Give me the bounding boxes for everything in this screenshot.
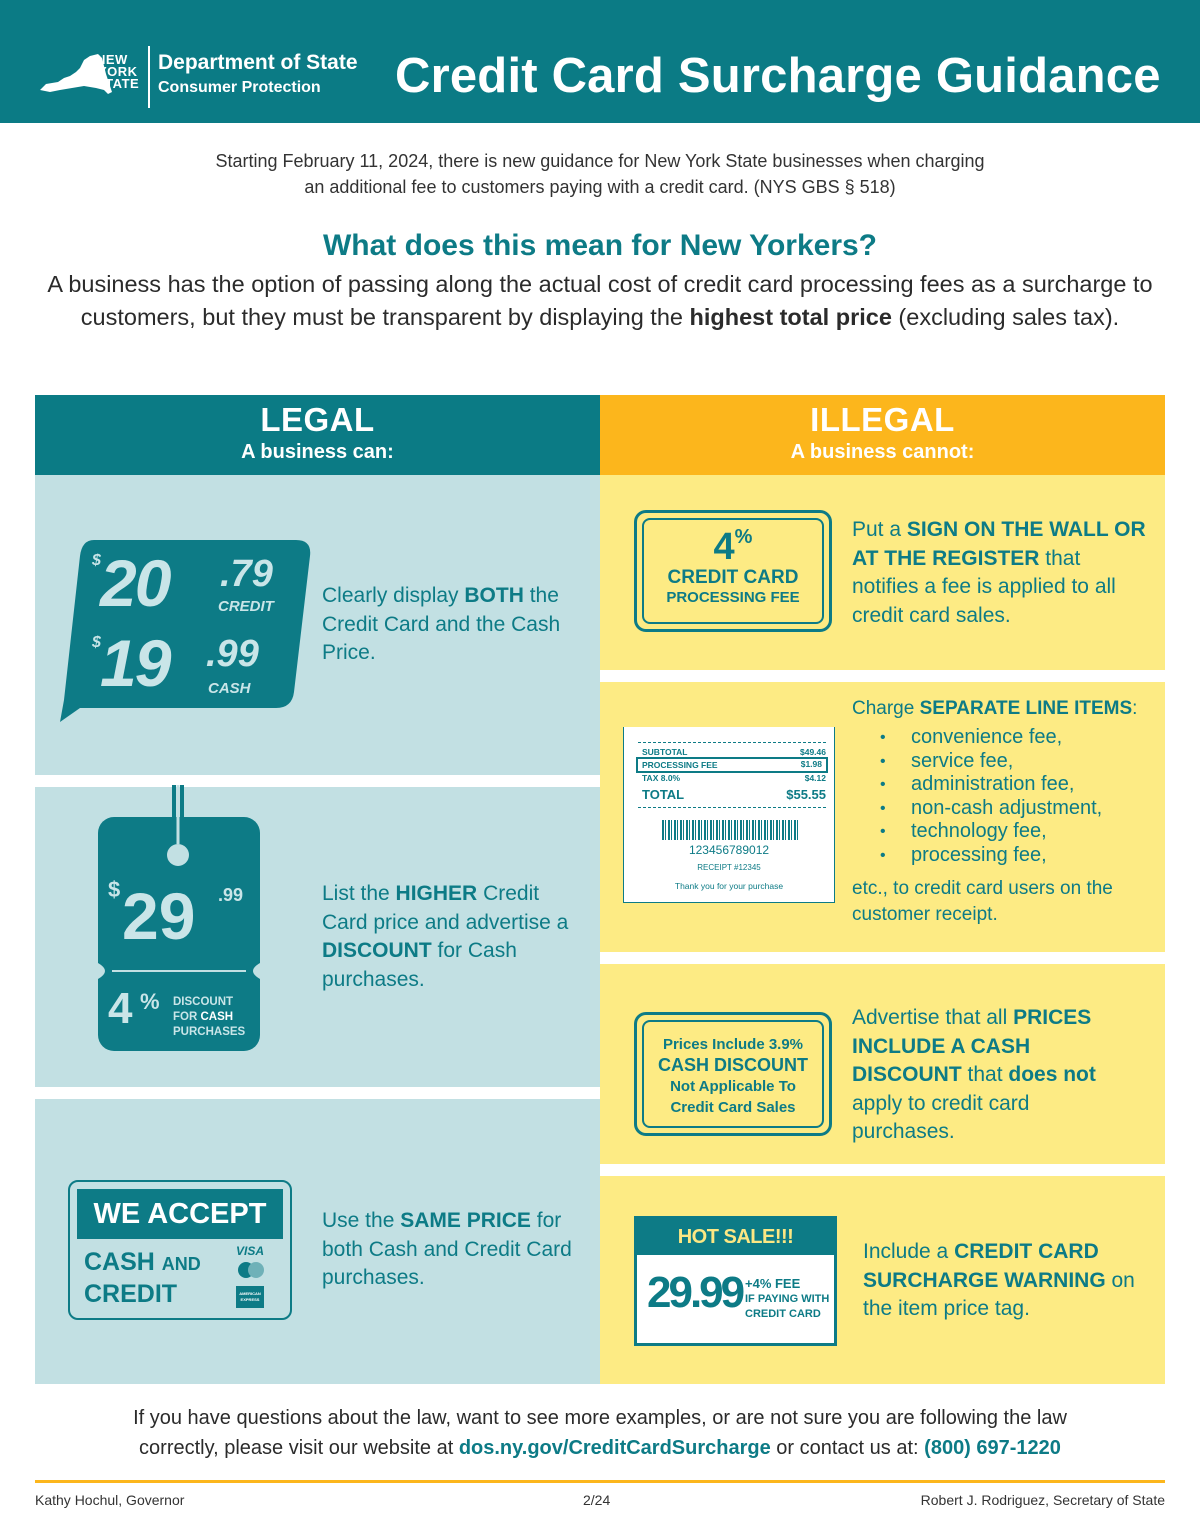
fee-sign-graphic <box>634 510 832 632</box>
legal-heading: LEGAL <box>260 401 375 438</box>
cash-discount-sign <box>634 1012 832 1136</box>
list-item: • technology fee, <box>880 820 1102 844</box>
tag-cents: .99 <box>218 885 244 905</box>
credit-label: CREDIT <box>218 598 274 615</box>
legal-column-header <box>35 395 600 475</box>
receipt-number: RECEIPT #12345 <box>697 863 761 872</box>
date-code: 2/24 <box>583 1492 611 1508</box>
logo-divider <box>148 46 150 108</box>
list-item: • service fee, <box>880 750 1102 774</box>
receipt-graphic <box>623 727 835 903</box>
division-name: Consumer Protection <box>158 79 321 96</box>
hot-sale-price: 29.99 <box>647 1268 743 1317</box>
footer-contact-text: If you have questions about the law, want to see more examples, or are not sure you are following the law correctly, please visit our website at dos.ny.gov/CreditCardSurcharge or contact us at: (800) 697-1220 <box>133 1407 1067 1459</box>
footer-divider <box>35 1480 1165 1483</box>
legal-text-2: List the HIGHER Credit Card price and advertise a DISCOUNT for Cash purchases. <box>322 882 569 991</box>
website-link[interactable]: dos.ny.gov/CreditCardSurcharge <box>458 1436 771 1459</box>
list-item: • non-cash adjustment, <box>880 797 1102 821</box>
hot-sale-fee-note: +4% FEE IF PAYING WITH CREDIT CARD <box>745 1276 830 1320</box>
we-accept-heading: WE ACCEPT <box>77 1189 283 1239</box>
discount-sign-line1: Prices Include 3.9% <box>662 1036 804 1053</box>
receipt-row: TAX 8.0% $4.12 <box>642 773 826 783</box>
discount-sign-line4: Credit Card Sales <box>670 1099 796 1116</box>
phone-number[interactable]: (800) 697-1220 <box>924 1436 1061 1459</box>
receipt-row: SUBTOTAL $49.46 <box>642 747 826 757</box>
accept-credit: CREDIT <box>84 1280 178 1308</box>
discount-percent: 4 <box>108 984 133 1033</box>
intro-text: Starting February 11, 2024, there is new guidance for New York State businesses when charging an additional fee to customers paying with a credit card. (NYS GBS § 518) <box>215 151 985 197</box>
ny-state-wordmark: NEW YORK STATE <box>96 52 140 91</box>
accept-cash: CASH AND <box>84 1248 201 1276</box>
cash-dollars: 19 <box>100 626 170 700</box>
line-item-list <box>880 726 1102 868</box>
illegal-text-2-outro: etc., to credit card users on the customer receipt. <box>852 878 1113 925</box>
question-body: A business has the option of passing along the actual cost of credit card processing fees as a surcharge to customers, but they must be transparent by displaying the highest total price (excluding sales tax). <box>47 271 1153 330</box>
legal-subheading: A business can: <box>241 441 394 463</box>
amex-icon: AMERICAN EXPRESS <box>236 1286 264 1308</box>
discount-sign-line3: Not Applicable To <box>670 1078 796 1095</box>
illegal-text-2-intro: Charge SEPARATE LINE ITEMS: <box>852 698 1138 719</box>
fee-line2: PROCESSING FEE <box>666 589 800 606</box>
receipt-thanks: Thank you for your purchase <box>674 881 784 891</box>
fee-line1: CREDIT CARD <box>667 567 799 588</box>
secretary-credit: Robert J. Rodriguez, Secretary of State <box>920 1492 1165 1508</box>
department-name: Department of State <box>158 51 358 74</box>
illegal-subheading: A business cannot: <box>790 441 975 463</box>
discount-label: DISCOUNT FOR CASH PURCHASES <box>173 996 246 1038</box>
credit-dollars: 20 <box>100 546 170 620</box>
hot-sale-tag <box>634 1216 837 1346</box>
we-accept-sign <box>68 1180 292 1320</box>
receipt-row-highlight: PROCESSING FEE $1.98 <box>636 757 828 773</box>
mastercard-icon <box>236 1260 266 1280</box>
illegal-text-1: Put a SIGN ON THE WALL OR AT THE REGISTER that notifies a fee is applied to all credit card sales. <box>852 518 1146 627</box>
page-title: Credit Card Surcharge Guidance <box>395 49 1161 103</box>
discount-sign-line2: CASH DISCOUNT <box>657 1055 808 1075</box>
receipt-total: TOTAL $55.55 <box>642 787 826 802</box>
illegal-text-4: Include a CREDIT CARD SURCHARGE WARNING on the item price tag. <box>863 1240 1135 1320</box>
barcode-number: 123456789012 <box>688 843 770 857</box>
list-item: • administration fee, <box>880 773 1102 797</box>
legal-text-1: Clearly display BOTH the Credit Card and the Cash Price. <box>322 584 561 664</box>
hot-sale-heading: HOT SALE!!! <box>637 1219 834 1255</box>
tag-currency: $ <box>108 877 121 902</box>
governor-credit: Kathy Hochul, Governor <box>35 1492 185 1508</box>
credit-cents: .79 <box>220 553 273 595</box>
illegal-heading: ILLEGAL <box>810 401 955 438</box>
price-tag-graphic <box>98 785 262 1053</box>
question-heading: What does this mean for New Yorkers? <box>322 229 878 262</box>
discount-percent-sign: % <box>140 989 160 1014</box>
cash-cents: .99 <box>206 633 259 675</box>
cash-currency: $ <box>92 634 101 651</box>
barcode-icon <box>662 820 800 840</box>
page-header <box>0 0 1200 123</box>
fee-percent: 4% <box>713 526 753 568</box>
credit-currency: $ <box>92 552 101 569</box>
illegal-text-3: Advertise that all PRICES INCLUDE A CASH DISCOUNT that does not apply to credit card purchases. <box>852 1006 1096 1143</box>
visa-logo: VISA <box>236 1244 265 1258</box>
list-item: • convenience fee, <box>880 726 1102 750</box>
cash-label: CASH <box>208 680 251 697</box>
illegal-column-header <box>600 395 1165 475</box>
list-item: • processing fee, <box>880 844 1102 868</box>
legal-text-3: Use the SAME PRICE for both Cash and Credit Card purchases. <box>322 1209 572 1289</box>
tag-dollars: 29 <box>122 879 196 953</box>
dual-price-bubble <box>58 540 312 722</box>
